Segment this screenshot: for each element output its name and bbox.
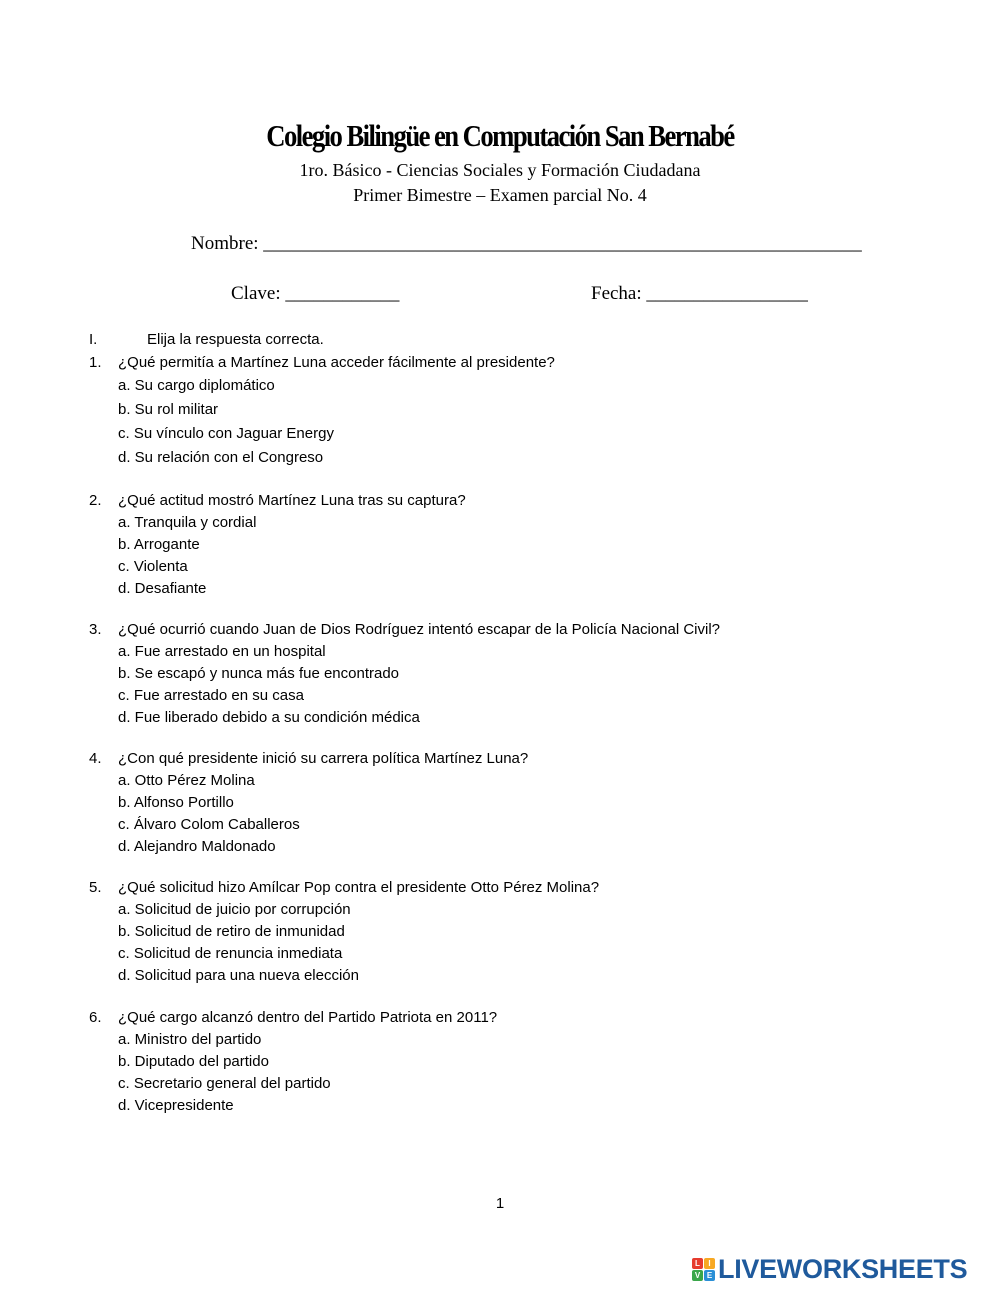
question-text: ¿Con qué presidente inició su carrera política Martínez Luna?: [118, 750, 529, 767]
liveworksheets-logo-icon: [692, 1258, 715, 1281]
question-3: [89, 621, 939, 731]
answer-option-a[interactable]: a. Tranquila y cordial: [118, 514, 257, 531]
answer-option-b[interactable]: b. Su rol militar: [118, 401, 219, 418]
answer-option-a[interactable]: a. Otto Pérez Molina: [118, 772, 255, 789]
question-1: [89, 354, 939, 473]
answer-option-d[interactable]: d. Su relación con el Congreso: [118, 449, 324, 466]
question-text: ¿Qué permitía a Martínez Luna acceder fácilmente al presidente?: [118, 354, 555, 371]
answer-option-d[interactable]: d. Desafiante: [118, 580, 207, 597]
answer-option-c[interactable]: c. Secretario general del partido: [118, 1075, 331, 1092]
answer-option-c[interactable]: c. Solicitud de renuncia inmediata: [118, 945, 343, 962]
answer-option-d[interactable]: d. Solicitud para una nueva elección: [118, 967, 359, 984]
answer-option-d[interactable]: d. Fue liberado debido a su condición médica: [118, 709, 420, 726]
question-text: ¿Qué ocurrió cuando Juan de Dios Rodríguez intentó escapar de la Policía Nacional Civil?: [118, 621, 720, 638]
section-instruction: Elija la respuesta correcta.: [147, 331, 324, 348]
answer-option-a[interactable]: a. Su cargo diplomático: [118, 377, 275, 394]
code-field[interactable]: Clave: ____________: [231, 283, 400, 304]
question-number: 3.: [89, 621, 102, 638]
question-4: [89, 750, 939, 860]
answer-option-a[interactable]: a. Fue arrestado en un hospital: [118, 643, 326, 660]
answer-option-a[interactable]: a. Solicitud de juicio por corrupción: [118, 901, 351, 918]
answer-option-b[interactable]: b. Alfonso Portillo: [118, 794, 234, 811]
course-subtitle: 1ro. Básico - Ciencias Sociales y Formación Ciudadana: [299, 160, 701, 180]
answer-option-b[interactable]: b. Diputado del partido: [118, 1053, 269, 1070]
page-number: 1: [495, 1195, 505, 1212]
answer-option-a[interactable]: a. Ministro del partido: [118, 1031, 262, 1048]
answer-option-c[interactable]: c. Fue arrestado en su casa: [118, 687, 304, 704]
exam-subtitle: Primer Bimestre – Examen parcial No. 4: [353, 185, 647, 205]
answer-option-b[interactable]: b. Arrogante: [118, 536, 200, 553]
question-5: [89, 879, 939, 989]
answer-option-c[interactable]: c. Álvaro Colom Caballeros: [118, 816, 300, 833]
answer-option-c[interactable]: c. Su vínculo con Jaguar Energy: [118, 425, 334, 442]
question-6: [89, 1009, 939, 1119]
answer-option-b[interactable]: b. Se escapó y nunca más fue encontrado: [118, 665, 400, 682]
answer-option-c[interactable]: c. Violenta: [118, 558, 188, 575]
question-number: 5.: [89, 879, 102, 896]
question-number: 2.: [89, 492, 102, 509]
logo-letter-i: I: [704, 1258, 715, 1269]
school-title: Colegio Bilingüe en Computación San Bernabé: [266, 118, 734, 153]
answer-option-d[interactable]: d. Vicepresidente: [118, 1097, 234, 1114]
question-number: 4.: [89, 750, 102, 767]
question-number: 1.: [89, 354, 102, 371]
question-2: [89, 492, 939, 602]
logo-letter-l: L: [692, 1258, 703, 1269]
logo-text: LIVEWORKSHEETS: [718, 1253, 968, 1284]
question-number: 6.: [89, 1009, 102, 1026]
question-text: ¿Qué cargo alcanzó dentro del Partido Patriota en 2011?: [118, 1009, 498, 1026]
answer-option-b[interactable]: b. Solicitud de retiro de inmunidad: [118, 923, 345, 940]
logo-letter-v: V: [692, 1270, 703, 1281]
answer-option-d[interactable]: d. Alejandro Maldonado: [118, 838, 276, 855]
liveworksheets-logo[interactable]: [692, 1254, 967, 1284]
question-text: ¿Qué actitud mostró Martínez Luna tras su captura?: [118, 492, 466, 509]
logo-letter-e: E: [704, 1270, 715, 1281]
name-field[interactable]: Nombre: _______________________________________________________________: [191, 233, 862, 254]
section-number: I.: [89, 331, 98, 348]
date-field[interactable]: Fecha: _________________: [591, 283, 808, 304]
question-text: ¿Qué solicitud hizo Amílcar Pop contra el presidente Otto Pérez Molina?: [118, 879, 600, 896]
